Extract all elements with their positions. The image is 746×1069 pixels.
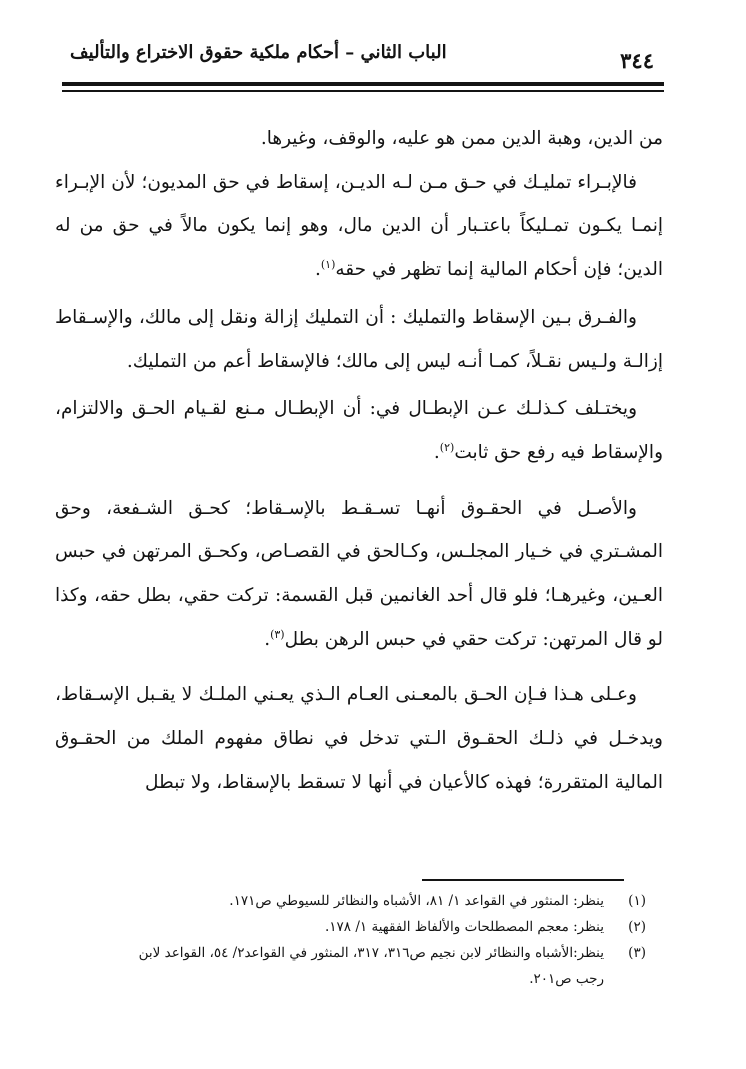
footnotes — [62, 888, 646, 992]
footnote-text: ينظر: معجم المصطلحات والألفاظ الفقهية ١/ ١٧٨. — [325, 919, 604, 935]
footnote-ref-2[interactable]: (٢) — [439, 440, 455, 454]
paragraph-1: من الدين، وهبة الدين ممن هو عليه، والوقف، وغيرها. — [260, 128, 663, 149]
footnote-number: (٣) — [628, 945, 646, 961]
footnote-ref-1[interactable]: (١) — [320, 257, 336, 271]
page-number: ٣٤٤ — [620, 48, 654, 73]
paragraph-4-text: ويختـلف كـذلـك عـن الإبطـال في: أن الإبطـال مـنع لقـيام الحـق والالتزام، والإسقاط فيه رفع حق ثابت — [55, 398, 663, 463]
footnote-1 — [62, 888, 646, 914]
footnote-text: ينظر:الأشباه والنظائر لابن نجيم ص٣١٦، ٣١٧، المنثور في القواعد٢/ ٥٤، القواعد لابن — [138, 945, 604, 961]
footnote-separator — [422, 879, 624, 881]
footnote-number: (٢) — [628, 919, 646, 935]
body-text — [55, 117, 663, 805]
footnote-3 — [62, 940, 646, 966]
paragraph-6: وعـلى هـذا فـإن الحـق بالمعـنى العـام الـذي يعـني الملـك لا يقـبل الإسـقاط، ويدخـل في ذلـك الحقـوق الـتي تدخل في نطاق مفهوم الملك من الحقـوق المالية المتقررة؛ فهذه كالأعيان في أنها لا تسقط بالإسقاط، ولا تبطل — [55, 684, 663, 793]
footnote-ref-3[interactable]: (٣) — [270, 627, 285, 641]
paragraph-2-text: فالإبـراء تمليـك في حـق مـن لـه الديـن، إسقاط في حق المديون؛ لأن الإبـراء إنمـا يكـون تمـليكاً باعتـبار أن الدين مال، وهو إنما يكون مالاً في حق من له الدين؛ فإن أحكام المالية إنما تظهر في حقه — [55, 171, 663, 281]
paragraph-5-end: . — [264, 628, 271, 650]
paragraph-2-end: . — [314, 259, 321, 281]
page-header — [62, 36, 664, 80]
paragraph-4 — [55, 387, 663, 474]
paragraph-5 — [55, 487, 663, 662]
footnote-3-continuation: رجب ص٢٠١. — [529, 971, 604, 987]
running-title: الباب الثاني – أحكام ملكية حقوق الاختراع والتأليف — [70, 42, 447, 63]
paragraph-4-end: . — [433, 441, 440, 463]
footnote-number: (١) — [628, 893, 646, 909]
paragraph-3: والفـرق بـين الإسقاط والتمليك : أن التمليك إزالة ونقل إلى مالك، والإسـقاط إزالـة ولـيس نقـلاً، كمـا أنـه ليس إلى مالك؛ فالإسقاط أعم من التمليك. — [55, 306, 663, 372]
footnote-text: ينظر: المنثور في القواعد ١/ ٨١، الأشباه والنظائر للسيوطي ص١٧١. — [229, 893, 604, 909]
header-rule-thick — [62, 82, 664, 86]
header-rule-thin — [62, 90, 664, 92]
footnote-2 — [62, 914, 646, 940]
paragraph-5-text: والأصـل في الحقـوق أنهـا تسـقـط بالإسـقاط؛ كحـق الشـفعة، وحق المشـتري في خـيار المجلـس، وكـالحق في القصـاص، وكحـق المرتهن في حبس العـين، وغيرهـا؛ فلو قال أحد الغانمين قبل القسمة: تركت حقي، بطل حقه، وكذا لو قال المرتهن: تركت حقي في حبس الرهن بطل — [55, 497, 663, 650]
paragraph-2 — [55, 161, 663, 292]
